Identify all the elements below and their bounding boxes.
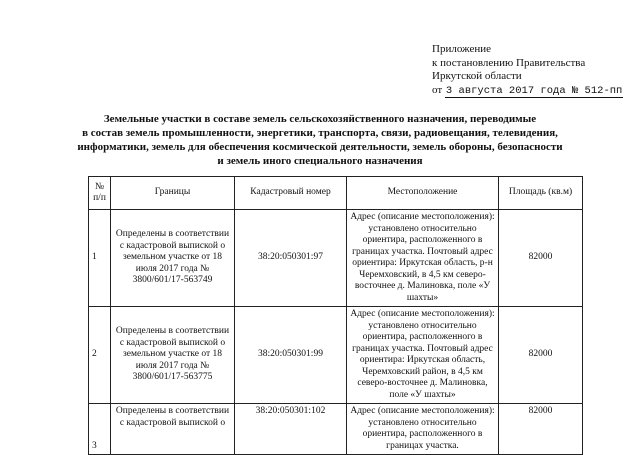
table-row	[89, 307, 583, 404]
row-bounds: Определены в соответствии с кадастровой выпиской о земельном участке от 18 июля 2017 года № 3800/601/17-563749	[111, 210, 235, 307]
row-num: 3	[89, 404, 111, 455]
date-prefix: от	[432, 83, 443, 96]
document-title	[60, 112, 580, 168]
header-location: Местоположение	[347, 177, 499, 210]
row-num: 2	[89, 307, 111, 404]
appendix-region: Иркутской области	[432, 70, 522, 82]
row-location: Адрес (описание местоположения): установлено относительно ориентира, расположенного в границах участка.	[347, 404, 499, 455]
title-line-4: и земель иного специального назначения	[217, 155, 423, 167]
table-row	[89, 210, 583, 307]
title-line-2: в состав земель промышленности, энергетики, транспорта, связи, радиовещания, телевидения,	[82, 127, 558, 139]
resolution-date: 3 августа 2017 года № 512-пп	[445, 84, 623, 97]
title-line-3: информатики, земель для обеспечения космической деятельности, земель обороны, безопасности	[77, 141, 563, 153]
appendix-resolution-ref: к постановлению Правительства	[432, 56, 586, 69]
row-bounds: Определены в соответствии с кадастровой выпиской о земельном участке от 18 июля 2017 года № 3800/601/17-563775	[111, 307, 235, 404]
row-bounds: Определены в соответствии с кадастровой выпиской о	[111, 404, 235, 455]
appendix-date-line	[432, 84, 623, 99]
header-bounds: Границы	[111, 177, 235, 210]
appendix-block	[432, 43, 623, 98]
row-num: 1	[89, 210, 111, 307]
row-area: 82000	[499, 307, 583, 404]
row-location: Адрес (описание местоположения): установлено относительно ориентира, расположенного в границах участка. Почтовый адрес ориентира: Иркутская область, р-н Черемховский, в 4,5 км северо-восточнее д. Малиновка, поле «У шахты»	[347, 210, 499, 307]
header-cadastral: Кадастровый номер	[235, 177, 347, 210]
row-cadastral-number: 38:20:050301:97	[235, 210, 347, 307]
row-area: 82000	[499, 404, 583, 455]
title-line-1: Земельные участки в составе земель сельскохозяйственного назначения, переводимые	[103, 113, 537, 125]
table-header-row	[89, 177, 583, 210]
table-row	[89, 404, 583, 455]
header-area: Площадь (кв.м)	[499, 177, 583, 210]
land-plots-table	[88, 176, 583, 455]
row-cadastral-number: 38:20:050301:102	[235, 404, 347, 455]
row-cadastral-number: 38:20:050301:99	[235, 307, 347, 404]
appendix-label: Приложение	[432, 43, 492, 55]
row-area: 82000	[499, 210, 583, 307]
header-num: № п/п	[89, 177, 111, 210]
row-location: Адрес (описание местоположения): установлено относительно ориентира, расположенного в границах участка. Почтовый адрес ориентира: Иркутская область, Черемховский район, в 4,5 км северо-восточнее д. Малиновка, поле «У шахты»	[347, 307, 499, 404]
